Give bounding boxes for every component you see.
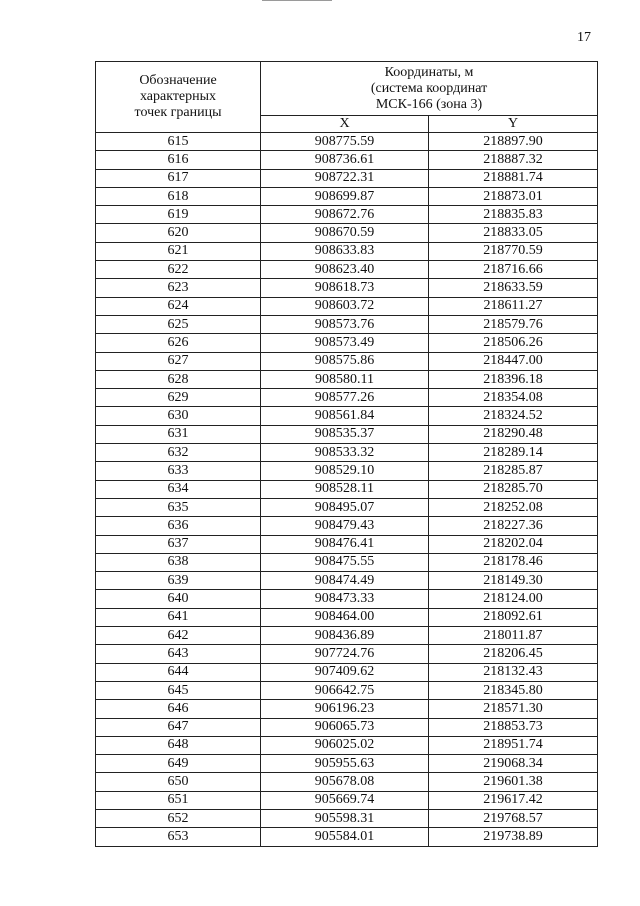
point-cell: 639 <box>96 572 261 590</box>
x-coordinate-cell: 906196.23 <box>261 700 429 718</box>
table-row <box>96 791 598 809</box>
point-cell: 645 <box>96 681 261 699</box>
x-coordinate-cell: 908736.61 <box>261 151 429 169</box>
table-row <box>96 242 598 260</box>
y-coordinate-cell: 219738.89 <box>429 828 598 846</box>
point-cell: 644 <box>96 663 261 681</box>
coords-header-line-1: Координаты, м <box>384 64 474 80</box>
y-coordinate-cell: 219617.42 <box>429 791 598 809</box>
x-coordinate-cell: 908474.49 <box>261 572 429 590</box>
table-row <box>96 279 598 297</box>
y-coordinate-cell: 218506.26 <box>429 334 598 352</box>
table-row <box>96 187 598 205</box>
point-cell: 640 <box>96 590 261 608</box>
point-cell: 619 <box>96 206 261 224</box>
table-row <box>96 608 598 626</box>
table-row <box>96 480 598 498</box>
x-coordinate-cell: 908473.33 <box>261 590 429 608</box>
y-coordinate-cell: 218202.04 <box>429 535 598 553</box>
x-coordinate-cell: 908699.87 <box>261 187 429 205</box>
coords-header-line-3: МСК-166 (зона 3) <box>375 96 483 112</box>
y-coordinate-cell: 219601.38 <box>429 773 598 791</box>
y-coordinate-cell: 218396.18 <box>429 370 598 388</box>
x-coordinate-cell: 905678.08 <box>261 773 429 791</box>
table-row <box>96 517 598 535</box>
y-coordinate-cell: 218206.45 <box>429 645 598 663</box>
x-coordinate-cell: 905669.74 <box>261 791 429 809</box>
y-coordinate-cell: 218285.87 <box>429 462 598 480</box>
point-cell: 622 <box>96 261 261 279</box>
point-cell: 646 <box>96 700 261 718</box>
y-coordinate-cell: 218716.66 <box>429 261 598 279</box>
x-coordinate-cell: 906642.75 <box>261 681 429 699</box>
x-coordinate-cell: 908464.00 <box>261 608 429 626</box>
y-coordinate-cell: 218289.14 <box>429 444 598 462</box>
table-row <box>96 718 598 736</box>
page-number: 17 <box>577 30 591 45</box>
x-coordinate-cell: 908529.10 <box>261 462 429 480</box>
table-row <box>96 169 598 187</box>
y-coordinate-cell: 218227.36 <box>429 517 598 535</box>
y-coordinate-cell: 218853.73 <box>429 718 598 736</box>
point-cell: 652 <box>96 809 261 827</box>
y-coordinate-cell: 218149.30 <box>429 572 598 590</box>
table-row <box>96 151 598 169</box>
y-coordinate-cell: 218579.76 <box>429 315 598 333</box>
table-row <box>96 773 598 791</box>
table-row <box>96 425 598 443</box>
table-row <box>96 681 598 699</box>
coordinates-table-body <box>96 133 598 847</box>
x-coordinate-cell: 905584.01 <box>261 828 429 846</box>
point-cell: 628 <box>96 370 261 388</box>
point-cell: 641 <box>96 608 261 626</box>
table-row <box>96 352 598 370</box>
point-cell: 636 <box>96 517 261 535</box>
y-coordinate-cell: 218252.08 <box>429 498 598 516</box>
table-row <box>96 828 598 846</box>
point-cell: 624 <box>96 297 261 315</box>
point-cell: 629 <box>96 389 261 407</box>
x-coordinate-cell: 908722.31 <box>261 169 429 187</box>
point-cell: 638 <box>96 553 261 571</box>
x-coordinate-cell: 908577.26 <box>261 389 429 407</box>
y-coordinate-cell: 218011.87 <box>429 627 598 645</box>
table-row <box>96 444 598 462</box>
point-cell: 616 <box>96 151 261 169</box>
x-coordinate-cell: 908633.83 <box>261 242 429 260</box>
y-coordinate-cell: 218873.01 <box>429 187 598 205</box>
y-coordinate-cell: 218881.74 <box>429 169 598 187</box>
point-cell: 637 <box>96 535 261 553</box>
point-cell: 631 <box>96 425 261 443</box>
coordinates-table <box>95 61 598 847</box>
point-cell: 648 <box>96 736 261 754</box>
table-row <box>96 462 598 480</box>
point-cell: 623 <box>96 279 261 297</box>
y-coordinate-cell: 218290.48 <box>429 425 598 443</box>
point-cell: 618 <box>96 187 261 205</box>
coords-header-line-2: (система координат <box>370 80 488 96</box>
point-cell: 642 <box>96 627 261 645</box>
x-coordinate-cell: 908561.84 <box>261 407 429 425</box>
x-coordinate-cell: 908672.76 <box>261 206 429 224</box>
x-coordinate-cell: 905598.31 <box>261 809 429 827</box>
table-row <box>96 133 598 151</box>
x-coordinate-cell: 908436.89 <box>261 627 429 645</box>
x-column-header: X <box>261 116 429 133</box>
point-cell: 630 <box>96 407 261 425</box>
x-coordinate-cell: 908580.11 <box>261 370 429 388</box>
table-row <box>96 407 598 425</box>
x-coordinate-cell: 908479.43 <box>261 517 429 535</box>
x-coordinate-cell: 908575.86 <box>261 352 429 370</box>
point-cell: 635 <box>96 498 261 516</box>
y-coordinate-cell: 218835.83 <box>429 206 598 224</box>
point-designation-header <box>96 62 261 133</box>
table-row <box>96 627 598 645</box>
point-cell: 626 <box>96 334 261 352</box>
x-coordinate-cell: 908603.72 <box>261 297 429 315</box>
table-row <box>96 389 598 407</box>
point-cell: 650 <box>96 773 261 791</box>
x-coordinate-cell: 907724.76 <box>261 645 429 663</box>
table-row <box>96 535 598 553</box>
point-header-line-2: характерных <box>139 89 217 104</box>
table-row <box>96 261 598 279</box>
point-cell: 617 <box>96 169 261 187</box>
x-coordinate-cell: 908528.11 <box>261 480 429 498</box>
x-coordinate-cell: 906025.02 <box>261 736 429 754</box>
y-coordinate-cell: 218897.90 <box>429 133 598 151</box>
table-row <box>96 553 598 571</box>
x-coordinate-cell: 906065.73 <box>261 718 429 736</box>
x-coordinate-cell: 908623.40 <box>261 261 429 279</box>
x-coordinate-cell: 907409.62 <box>261 663 429 681</box>
table-row <box>96 297 598 315</box>
y-coordinate-cell: 219068.34 <box>429 755 598 773</box>
y-coordinate-cell: 218132.43 <box>429 663 598 681</box>
point-header-line-1: Обозначение <box>139 73 217 88</box>
point-cell: 649 <box>96 755 261 773</box>
table-row <box>96 498 598 516</box>
y-coordinate-cell: 218887.32 <box>429 151 598 169</box>
x-coordinate-cell: 905955.63 <box>261 755 429 773</box>
y-coordinate-cell: 218345.80 <box>429 681 598 699</box>
x-coordinate-cell: 908775.59 <box>261 133 429 151</box>
point-header-line-3: точек границы <box>134 105 222 120</box>
table-row <box>96 700 598 718</box>
y-coordinate-cell: 218285.70 <box>429 480 598 498</box>
point-cell: 633 <box>96 462 261 480</box>
y-coordinate-cell: 218833.05 <box>429 224 598 242</box>
point-cell: 643 <box>96 645 261 663</box>
coordinates-header <box>261 62 598 116</box>
y-coordinate-cell: 219768.57 <box>429 809 598 827</box>
x-coordinate-cell: 908476.41 <box>261 535 429 553</box>
y-coordinate-cell: 218611.27 <box>429 297 598 315</box>
y-coordinate-cell: 218324.52 <box>429 407 598 425</box>
table-row <box>96 663 598 681</box>
y-column-header: Y <box>429 116 598 133</box>
y-coordinate-cell: 218178.46 <box>429 553 598 571</box>
table-row <box>96 645 598 663</box>
y-coordinate-cell: 218951.74 <box>429 736 598 754</box>
point-cell: 621 <box>96 242 261 260</box>
y-coordinate-cell: 218770.59 <box>429 242 598 260</box>
x-coordinate-cell: 908475.55 <box>261 553 429 571</box>
y-coordinate-cell: 218633.59 <box>429 279 598 297</box>
x-coordinate-cell: 908573.49 <box>261 334 429 352</box>
table-row <box>96 809 598 827</box>
x-coordinate-cell: 908535.37 <box>261 425 429 443</box>
table-row <box>96 206 598 224</box>
x-coordinate-cell: 908533.32 <box>261 444 429 462</box>
point-cell: 632 <box>96 444 261 462</box>
point-cell: 651 <box>96 791 261 809</box>
table-row <box>96 334 598 352</box>
point-cell: 625 <box>96 315 261 333</box>
table-row <box>96 315 598 333</box>
x-coordinate-cell: 908618.73 <box>261 279 429 297</box>
point-cell: 634 <box>96 480 261 498</box>
table-row <box>96 572 598 590</box>
y-coordinate-cell: 218447.00 <box>429 352 598 370</box>
point-cell: 653 <box>96 828 261 846</box>
x-coordinate-cell: 908670.59 <box>261 224 429 242</box>
point-cell: 620 <box>96 224 261 242</box>
point-cell: 627 <box>96 352 261 370</box>
table-row <box>96 755 598 773</box>
table-row <box>96 224 598 242</box>
table-row <box>96 736 598 754</box>
y-coordinate-cell: 218571.30 <box>429 700 598 718</box>
table-row <box>96 370 598 388</box>
table-row <box>96 590 598 608</box>
scan-artifact-line <box>262 0 332 1</box>
x-coordinate-cell: 908495.07 <box>261 498 429 516</box>
point-cell: 647 <box>96 718 261 736</box>
y-coordinate-cell: 218124.00 <box>429 590 598 608</box>
x-coordinate-cell: 908573.76 <box>261 315 429 333</box>
y-coordinate-cell: 218354.08 <box>429 389 598 407</box>
point-cell: 615 <box>96 133 261 151</box>
y-coordinate-cell: 218092.61 <box>429 608 598 626</box>
